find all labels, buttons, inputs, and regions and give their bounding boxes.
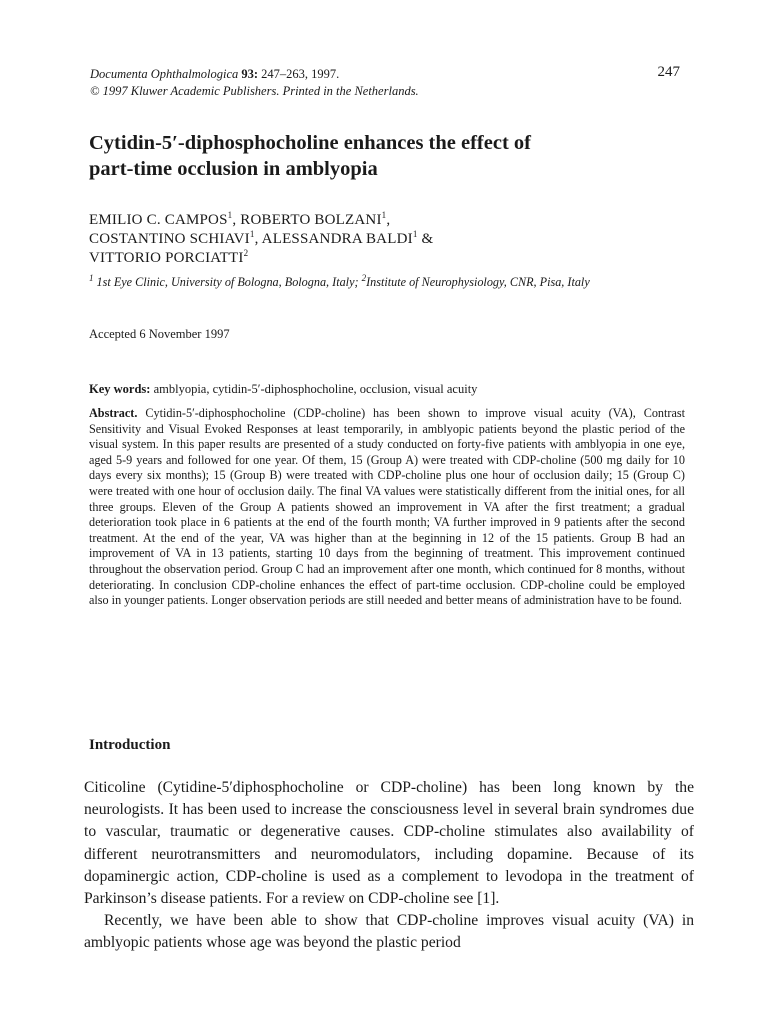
author-affiliation-mark: 1 — [249, 229, 255, 239]
accepted-date: Accepted 6 November 1997 — [89, 327, 230, 341]
affiliation-2: Institute of Neurophysiology, CNR, Pisa, Italy — [366, 275, 590, 289]
abstract-label: Abstract. — [89, 406, 138, 420]
section-heading-introduction: Introduction — [89, 737, 171, 753]
author-list — [89, 211, 689, 268]
affiliations — [89, 274, 689, 290]
affiliation-1: 1st Eye Clinic, University of Bologna, Bologna, Italy; — [96, 275, 359, 289]
author-affiliation-mark: 1 — [381, 210, 387, 220]
introduction-body — [84, 777, 694, 955]
abstract — [89, 406, 685, 609]
journal-citation-line — [90, 66, 419, 83]
author-separator: , — [232, 212, 241, 228]
abstract-text: Cytidin-5′-diphosphocholine (CDP-choline) has been shown to improve visual acuity (VA), Contrast Sensitivity and Visual Evoked Responses at least temporarily, in amblyopic patients beyond the plastic period of the visual system. In this paper results are presented of a study conducted on forty-five patients with amblyopia in one eye, aged 5-9 years and followed for one year. Of them, 15 (Group A) were treated with CDP-choline (500 mg daily for 10 days every six months); 15 (Group B) were treated with CDP-choline plus one hour of occlusion daily; 15 (Group C) were treated with one hour of occlusion daily. The final VA values were statistically different from the initial ones, for all three groups. Eleven of the Group A patients showed an improvement in VA after the first treatment; a gradual deterioration took place in 6 patients at the end of the fourth month; VA further improved in 9 patients after the second treatment. At the end of the year, VA was higher than at the beginning in 12 of the 15 patients. Group B had an improvement of VA in 13 patients, starting 10 days from the beginning of treatment. This improvement continued throughout the observation period. Group C had an improvement after one month, which continued for 8 months, without deteriorating. In conclusion CDP-choline enhances the effect of part-time occlusion. CDP-choline could be employed also in younger patients. Longer observation periods are still needed and better means of administration have to be found. — [89, 406, 686, 608]
article-title — [89, 130, 689, 182]
journal-volume: 93: — [241, 67, 259, 81]
author-name: VITTORIO PORCIATTI — [89, 250, 244, 266]
author-affiliation-mark: 1 — [412, 229, 418, 239]
author-affiliation-mark: 2 — [243, 248, 249, 258]
intro-paragraph-2: Recently, we have been able to show that CDP-choline improves visual acuity (VA) in amblyopic patients whose age was beyond the plastic period — [84, 912, 694, 952]
title-line-2: part-time occlusion in amblyopia — [89, 158, 378, 180]
author-affiliation-mark: 1 — [227, 210, 233, 220]
author-separator: & — [417, 231, 434, 247]
keywords-label: Key words: — [89, 382, 151, 396]
intro-paragraph-1: Citicoline (Cytidine-5′diphosphocholine or CDP-choline) has been long known by the neurologists. It has been used to increase the consciousness level in several brain syndromes due to vascular, traumatic or degenerative causes. CDP-choline stimulates also availability of different neurotransmitters and neuromodulators, including dopamine. Because of its dopaminergic action, CDP-choline is used as a complement to levodopa in the treatment of Parkinson’s disease patients. For a review on CDP-choline see [1]. — [84, 779, 694, 908]
journal-citation — [90, 66, 419, 100]
author-name: COSTANTINO SCHIAVI — [89, 231, 250, 247]
author-name: ALESSANDRA BALDI — [261, 231, 413, 247]
author-line — [89, 211, 689, 230]
affiliation-mark: 2 — [361, 272, 367, 283]
author-line — [89, 249, 689, 268]
keywords-text: amblyopia, cytidin-5′-diphosphocholine, occlusion, visual acuity — [153, 382, 478, 396]
author-name: EMILIO C. CAMPOS — [89, 212, 228, 228]
journal-pages-year: 247–263, 1997. — [261, 67, 340, 81]
copyright-line: © 1997 Kluwer Academic Publishers. Printed in the Netherlands. — [90, 84, 419, 98]
author-name: ROBERTO BOLZANI — [240, 212, 382, 228]
page-number: 247 — [657, 64, 680, 80]
affiliation-mark: 1 — [89, 272, 94, 283]
author-separator: , — [386, 212, 391, 228]
title-line-1: Cytidin-5′-diphosphocholine enhances the effect of — [89, 132, 531, 154]
journal-name: Documenta Ophthalmologica — [90, 67, 239, 81]
author-line — [89, 230, 689, 249]
author-separator: , — [254, 231, 262, 247]
keywords — [89, 381, 689, 397]
